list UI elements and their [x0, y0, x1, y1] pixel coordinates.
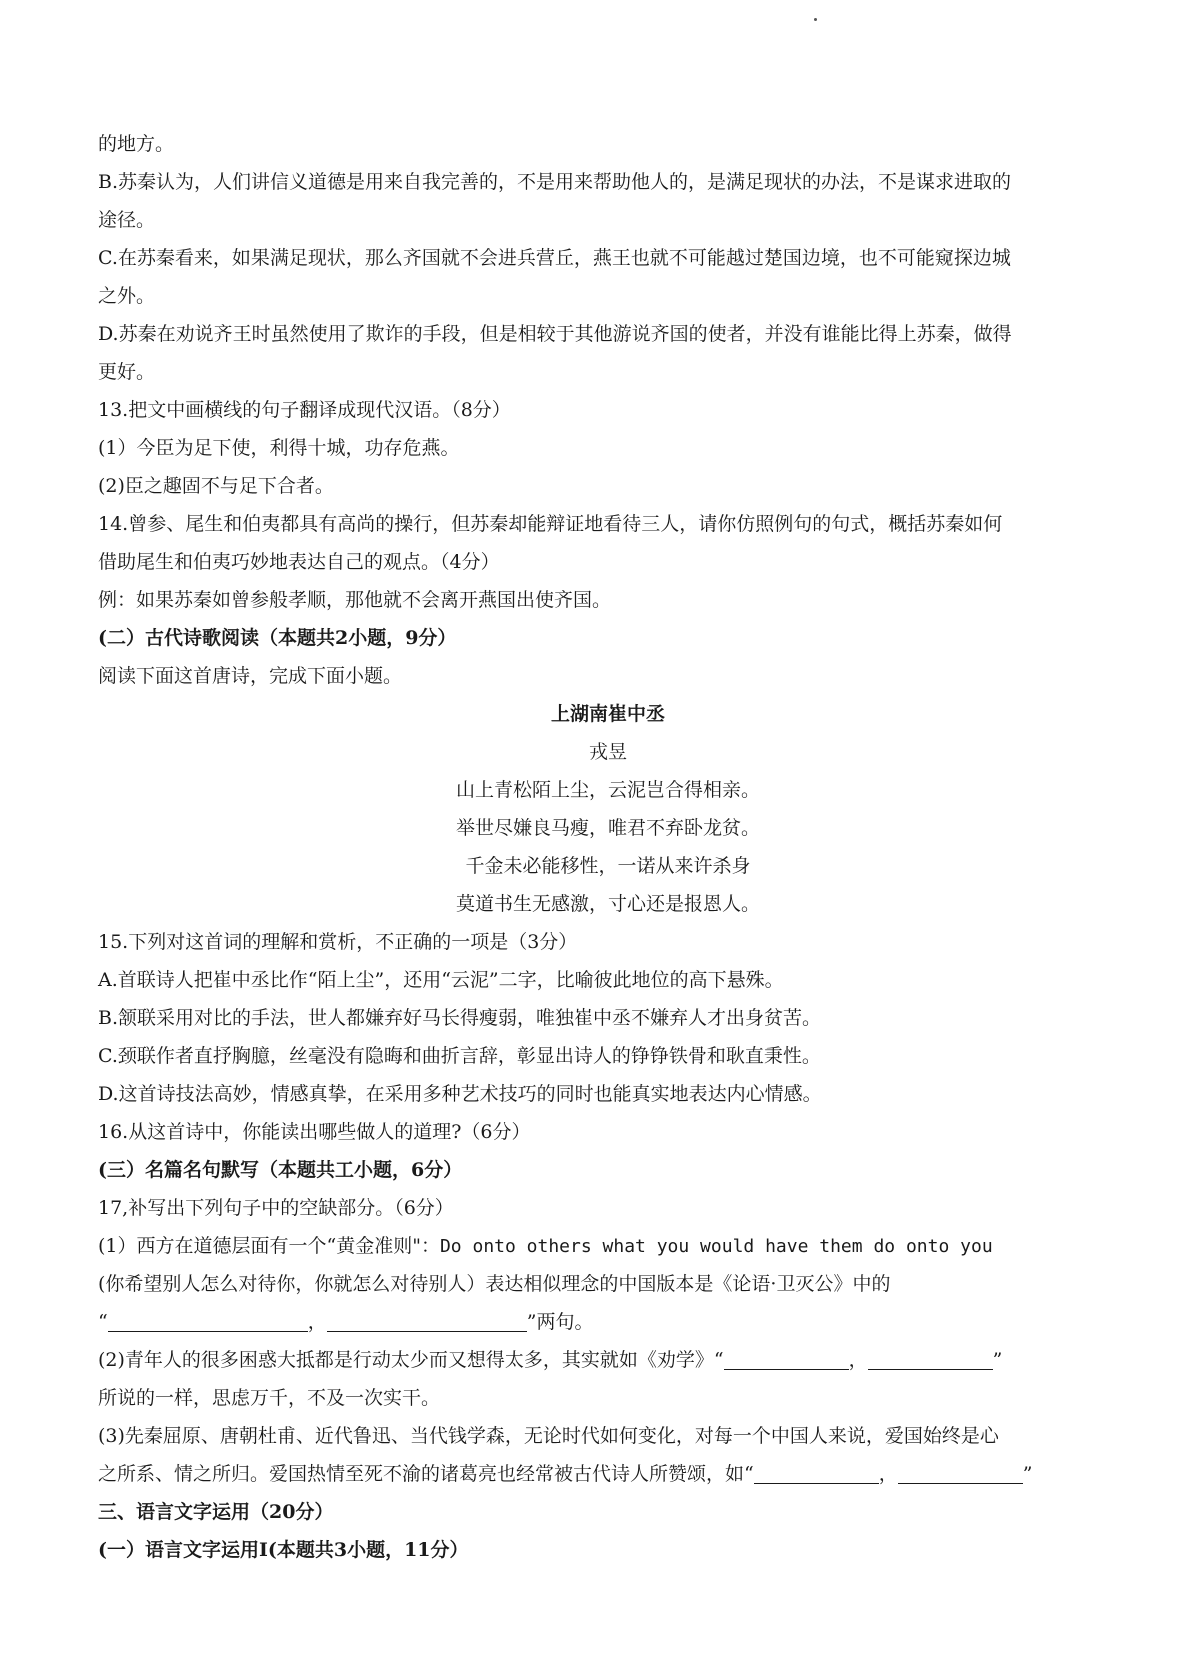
comma: ， [878, 1463, 898, 1485]
question-14: 14.曾参、尾生和伯夷都具有高尚的操行，但苏秦却能辩证地看待三人，请你仿照例句的句式，概括苏秦如何 [98, 513, 1003, 535]
question-14-continuation: 借助尾生和伯夷巧妙地表达自己的观点。（4分） [98, 551, 500, 573]
question-17-part-2-continuation: 所说的一样，思虑万千，不及一次实干。 [98, 1387, 441, 1409]
section-heading-recitation: (三）名篇名句默写（本题共工小题，6分） [98, 1159, 463, 1181]
option-a-continuation: 的地方。 [98, 133, 175, 155]
question-15-option-d: D.这首诗技法高妙，情感真挚，在采用多种艺术技巧的同时也能真实地表达内心情感。 [98, 1083, 822, 1105]
section-heading-poetry: (二）古代诗歌阅读（本题共2小题，9分） [98, 627, 457, 649]
question-17-part-3: (3)先秦屈原、唐朝杜甫、近代鲁迅、当代钱学森，无论时代如何变化，对每一个中国人来说，爱国始终是心 [98, 1425, 999, 1447]
question-13-part-2: (2)臣之趣固不与足下合者。 [98, 475, 334, 497]
question-15-option-a: A.首联诗人把崔中丞比作“陌上尘”，还用“云泥”二字，比喻彼此地位的高下悬殊。 [98, 969, 784, 991]
option-c: C.在苏秦看来，如果满足现状，那么齐国就不会进兵营丘，燕王也就不可能越过楚国边境，也不可能窥探边城 [98, 247, 1011, 269]
question-17-part-1 [98, 1227, 1118, 1265]
question-17-part-1-continuation: (你希望别人怎么对待你，你就怎么对待别人）表达相似理念的中国版本是《论语·卫灭公》中的 [98, 1273, 891, 1295]
question-15-option-c: C.颈联作者直抒胸臆，丝毫没有隐晦和曲折言辞，彰显出诗人的铮铮铁骨和耿直秉性。 [98, 1045, 821, 1067]
poem-title: 上湖南崔中丞 [550, 703, 665, 725]
poem-line-1: 山上青松陌上尘，云泥岂合得相亲。 [455, 779, 760, 801]
comma: ， [307, 1311, 327, 1333]
option-b: B.苏秦认为，人们讲信义道德是用来自我完善的，不是用来帮助他人的，是满足现状的办法，不是谋求进取的 [98, 171, 1012, 193]
question-16: 16.从这首诗中，你能读出哪些做人的道理?（6分） [98, 1121, 531, 1143]
subsection-heading-language-1: (一）语言文字运用Ⅰ(本题共3小题，11分） [98, 1539, 469, 1561]
poem-author: 戎昱 [588, 741, 627, 763]
question-17-part-2-text: (2)青年人的很多困惑大抵都是行动太少而又想得太多，其实就如《劝学》“ [98, 1349, 724, 1371]
answer-blank[interactable] [868, 1347, 993, 1370]
speck-mark [814, 18, 817, 21]
question-14-example: 例：如果苏秦如曾参般孝顺，那他就不会离开燕国出使齐国。 [98, 589, 612, 611]
answer-blank[interactable] [754, 1461, 879, 1484]
question-17-part-1-text: (1）西方在道德层面有一个“黄金准则"： [98, 1235, 440, 1257]
question-15: 15.下列对这首词的理解和赏析，不正确的一项是（3分） [98, 931, 578, 953]
open-quote: “ [98, 1311, 108, 1333]
close-quote: ” [992, 1349, 1003, 1371]
option-d-continuation: 更好。 [98, 361, 156, 383]
question-17-part-3-text: 之所系、情之所归。爱国热情至死不渝的诸葛亮也经常被古代诗人所赞颂，如“ [98, 1463, 754, 1485]
answer-blank[interactable] [327, 1309, 527, 1332]
poem-line-3: 千金未必能移性，一诺从来许杀身 [465, 855, 751, 877]
poem-line-2: 举世尽嫌良马瘦，唯君不弃卧龙贫。 [455, 817, 760, 839]
section-heading-language: 三、语言文字运用（20分） [98, 1501, 334, 1523]
question-17-part-3-continuation [98, 1455, 1118, 1493]
question-15-option-b: B.颔联采用对比的手法，世人都嫌弃好马长得瘦弱，唯独崔中丞不嫌弃人才出身贫苦。 [98, 1007, 822, 1029]
poem-line-4: 莫道书生无感激，寸心还是报恩人。 [455, 893, 760, 915]
answer-blank[interactable] [108, 1309, 308, 1332]
question-13: 13.把文中画横线的句子翻译成现代汉语。（8分） [98, 399, 511, 421]
answer-blank[interactable] [724, 1347, 849, 1370]
option-b-continuation: 途径。 [98, 209, 156, 231]
option-d: D.苏秦在劝说齐王时虽然使用了欺诈的手段，但是相较于其他游说齐国的使者，并没有谁能比得上苏秦，做得 [98, 323, 1012, 345]
comma: ， [848, 1349, 868, 1371]
golden-rule-english: Do onto others what you would have them do onto you [439, 1236, 993, 1257]
question-17-part-1-blanks [98, 1303, 1118, 1341]
option-c-continuation: 之外。 [98, 285, 156, 307]
question-13-part-1: (1）今臣为足下使，利得十城，功存危燕。 [98, 437, 460, 459]
answer-blank[interactable] [898, 1461, 1023, 1484]
question-17-part-2 [98, 1341, 1118, 1379]
poetry-instruction: 阅读下面这首唐诗，完成下面小题。 [98, 665, 403, 687]
close-quote-suffix: ”两句。 [526, 1311, 594, 1333]
question-17: 17,补写出下列句子中的空缺部分。（6分） [98, 1197, 454, 1219]
page-content [98, 125, 1118, 1569]
close-quote: ” [1022, 1463, 1033, 1485]
